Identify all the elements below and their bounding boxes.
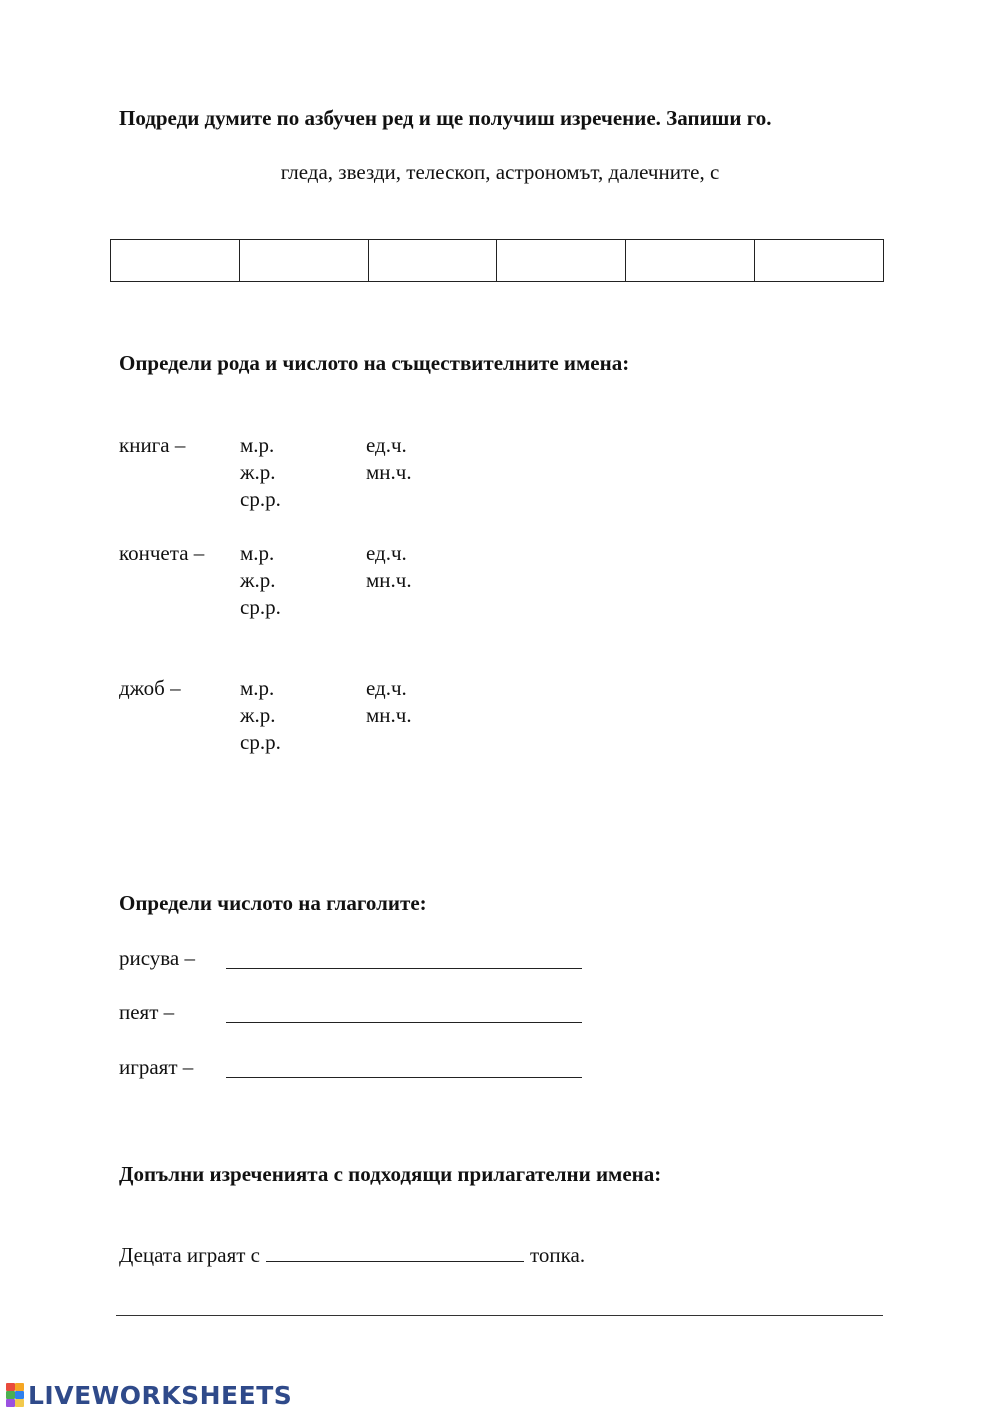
answer-cell-6[interactable] xyxy=(755,240,884,282)
noun-label: джоб – xyxy=(119,676,181,700)
adjective-blank[interactable] xyxy=(266,1243,524,1262)
task4-heading: Допълни изреченията с подходящи прилагателни имена: xyxy=(119,1162,662,1186)
number-option-plural[interactable]: мн.ч. xyxy=(366,703,412,727)
answer-cell-3[interactable] xyxy=(368,240,497,282)
sentence-start: Децата играят с xyxy=(119,1243,261,1267)
gender-option-neuter[interactable]: ср.р. xyxy=(240,595,281,619)
noun-label: кончета – xyxy=(119,541,205,565)
liveworksheets-logo-icon xyxy=(6,1383,24,1407)
number-option-plural[interactable]: мн.ч. xyxy=(366,568,412,592)
number-option-singular[interactable]: ед.ч. xyxy=(366,433,407,457)
gender-option-masculine[interactable]: м.р. xyxy=(240,676,275,700)
answer-line[interactable] xyxy=(116,1315,883,1316)
answer-cell-5[interactable] xyxy=(626,240,755,282)
number-option-plural[interactable]: мн.ч. xyxy=(366,460,412,484)
gender-option-masculine[interactable]: м.р. xyxy=(240,541,275,565)
answer-cell-4[interactable] xyxy=(497,240,626,282)
task3-heading: Определи числото на глаголите: xyxy=(119,891,427,915)
verb-answer-line[interactable] xyxy=(226,1077,582,1078)
gender-option-masculine[interactable]: м.р. xyxy=(240,433,275,457)
task1-word-list: гледа, звезди, телескоп, астрономът, далечните, с xyxy=(280,160,720,184)
answer-cell-2[interactable] xyxy=(239,240,368,282)
gender-option-neuter[interactable]: ср.р. xyxy=(240,487,281,511)
answer-cell-1[interactable] xyxy=(111,240,240,282)
gender-option-feminine[interactable]: ж.р. xyxy=(240,703,276,727)
verb-label: рисува – xyxy=(119,946,195,970)
noun-label: книга – xyxy=(119,433,186,457)
sentence-end: топка. xyxy=(530,1243,586,1267)
task1-answer-table xyxy=(110,239,884,282)
verb-answer-line[interactable] xyxy=(226,1022,582,1023)
gender-option-feminine[interactable]: ж.р. xyxy=(240,568,276,592)
gender-option-feminine[interactable]: ж.р. xyxy=(240,460,276,484)
number-option-singular[interactable]: ед.ч. xyxy=(366,676,407,700)
liveworksheets-logo xyxy=(6,1380,292,1410)
gender-option-neuter[interactable]: ср.р. xyxy=(240,730,281,754)
task4-sentence xyxy=(119,1243,585,1268)
task2-heading: Определи рода и числото на съществителните имена: xyxy=(119,351,630,375)
number-option-singular[interactable]: ед.ч. xyxy=(366,541,407,565)
verb-label: играят – xyxy=(119,1055,194,1079)
task1-heading: Подреди думите по азбучен ред и ще получиш изречение. Запиши го. xyxy=(119,106,772,130)
verb-label: пеят – xyxy=(119,1000,175,1024)
logo-text: LIVEWORKSHEETS xyxy=(28,1380,293,1410)
verb-answer-line[interactable] xyxy=(226,968,582,969)
